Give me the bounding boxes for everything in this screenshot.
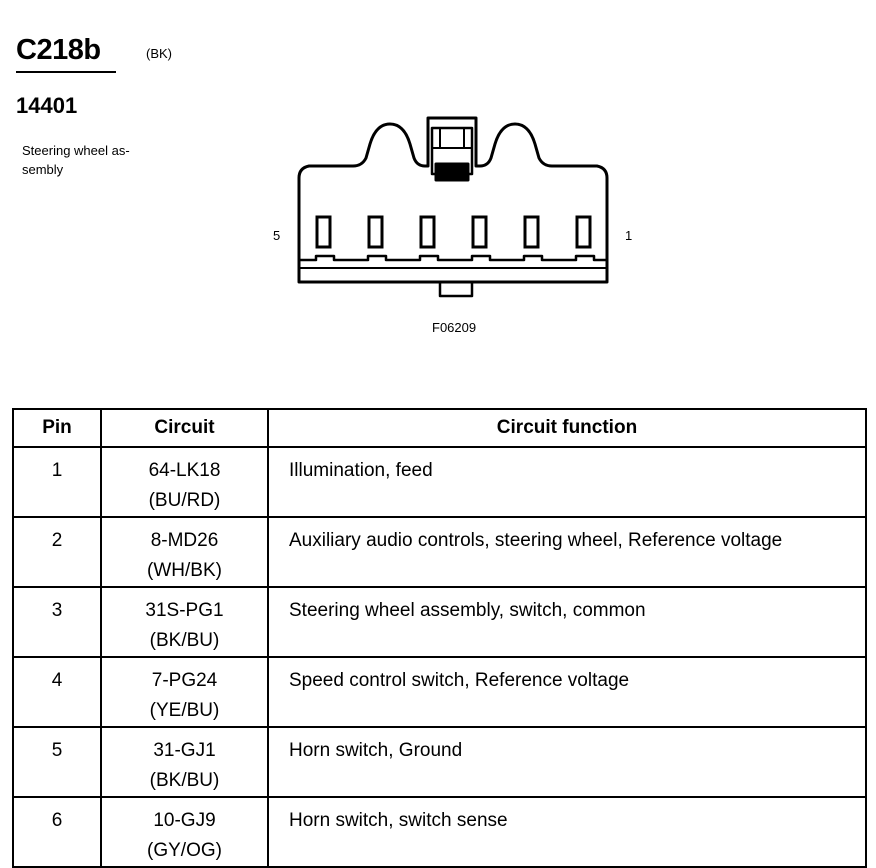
- function-cell: Horn switch, Ground: [268, 727, 866, 797]
- pin-cell: 1: [13, 447, 101, 517]
- wire-color: (BK/BU): [149, 770, 220, 791]
- circuit-code: 31S-PG1: [145, 600, 224, 621]
- circuit-code: 7-PG24: [151, 670, 218, 691]
- table-row: [13, 587, 866, 657]
- connector-housing-outline: [299, 118, 607, 282]
- function-cell: Illumination, feed: [268, 447, 866, 517]
- terminal-cavity-5: [317, 217, 330, 247]
- table-row: [13, 727, 866, 797]
- figure-id: F06209: [432, 320, 477, 335]
- bottom-key: [440, 282, 472, 296]
- latch-tab: [436, 164, 468, 180]
- title-underline: [16, 71, 116, 73]
- component-name: [22, 141, 172, 179]
- table-header-row: [13, 409, 866, 447]
- table-row: [13, 517, 866, 587]
- pin-end-label-left: 5: [273, 228, 281, 243]
- connector-id: C218b: [16, 34, 101, 66]
- terminal-cavity-extra: [577, 217, 590, 247]
- latch-prongs: [432, 128, 472, 148]
- component-name-line-1: Steering wheel as-: [22, 143, 130, 158]
- connector-face-diagram: [290, 100, 620, 305]
- connector-color: (BK): [146, 46, 172, 61]
- circuit-cell: [101, 517, 268, 587]
- header-pin: Pin: [13, 409, 101, 447]
- header-circuit: Circuit: [101, 409, 268, 447]
- circuit-cell: [101, 797, 268, 867]
- circuit-code: 31-GJ1: [153, 740, 216, 761]
- table-row: [13, 797, 866, 867]
- pin-cell: 5: [13, 727, 101, 797]
- circuit-cell: [101, 447, 268, 517]
- wire-color: (YE/BU): [149, 700, 220, 721]
- circuit-code: 64-LK18: [148, 460, 221, 481]
- function-cell: Speed control switch, Reference voltage: [268, 657, 866, 727]
- component-number: 14401: [16, 93, 78, 118]
- function-cell: Auxiliary audio controls, steering wheel, Reference voltage: [268, 517, 866, 587]
- pin-cell: 6: [13, 797, 101, 867]
- wire-color: (WH/BK): [147, 560, 222, 581]
- pin-cell: 3: [13, 587, 101, 657]
- terminal-cavity-3: [421, 217, 434, 247]
- pin-cell: 4: [13, 657, 101, 727]
- terminal-cavity-1: [525, 217, 538, 247]
- pin-end-label-right: 1: [625, 228, 633, 243]
- table-row: [13, 657, 866, 727]
- header-function: Circuit function: [268, 409, 866, 447]
- function-cell: Horn switch, switch sense: [268, 797, 866, 867]
- circuit-cell: [101, 727, 268, 797]
- housing-ridge: [299, 256, 607, 260]
- wire-color: (GY/OG): [147, 840, 222, 861]
- wire-color: (BU/RD): [148, 490, 221, 511]
- circuit-cell: [101, 657, 268, 727]
- circuit-cell: [101, 587, 268, 657]
- component-name-line-2: sembly: [22, 162, 64, 177]
- circuit-code: 8-MD26: [150, 530, 219, 551]
- terminal-cavity-2: [473, 217, 486, 247]
- terminal-cavity-4: [369, 217, 382, 247]
- table-row: [13, 447, 866, 517]
- wire-color: (BK/BU): [149, 630, 220, 651]
- pin-cell: 2: [13, 517, 101, 587]
- pin-table: [12, 408, 867, 868]
- circuit-code: 10-GJ9: [153, 810, 216, 831]
- function-cell: Steering wheel assembly, switch, common: [268, 587, 866, 657]
